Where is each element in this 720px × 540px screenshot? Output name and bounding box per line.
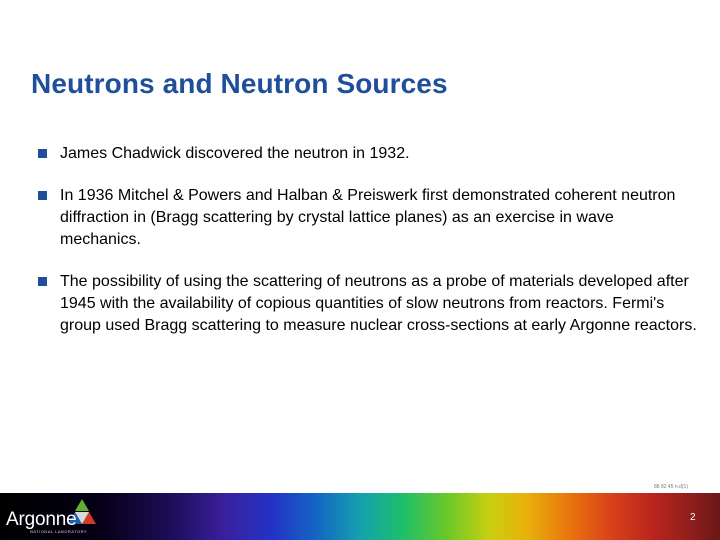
- argonne-logo-subtitle: NATIONAL LABORATORY: [30, 529, 88, 534]
- slide-title: Neutrons and Neutron Sources: [31, 68, 448, 99]
- bullet-item-chadwick: [38, 143, 698, 165]
- square-bullet-icon: [38, 149, 47, 158]
- bullet-item-diffraction: [38, 185, 698, 251]
- square-bullet-icon: [38, 191, 47, 200]
- bullet-list: [38, 143, 698, 337]
- bullet-item-scattering: [38, 271, 698, 337]
- argonne-logo-text: Argonne: [6, 509, 77, 530]
- footer-gradient-bar: [0, 493, 720, 540]
- bullet-text: In 1936 Mitchel & Powers and Halban & Preiswerk first demonstrated coherent neutron diffraction in (Bragg scattering by crystal lattice planes) as an exercise in wave mechanics.: [60, 187, 676, 248]
- page-number: 2: [690, 512, 696, 523]
- reference-code: 88 82 45 n.d(1): [654, 484, 688, 490]
- square-bullet-icon: [38, 277, 47, 286]
- bullet-text: James Chadwick discovered the neutron in 1932.: [60, 145, 410, 162]
- bullet-text: The possibility of using the scattering of neutrons as a probe of materials developed after 1945 with the availability of copious quantities of slow neutrons from reactors. Fermi's group used Bragg scattering to measure nuclear cross-sections at early Argonne reactors.: [60, 273, 697, 334]
